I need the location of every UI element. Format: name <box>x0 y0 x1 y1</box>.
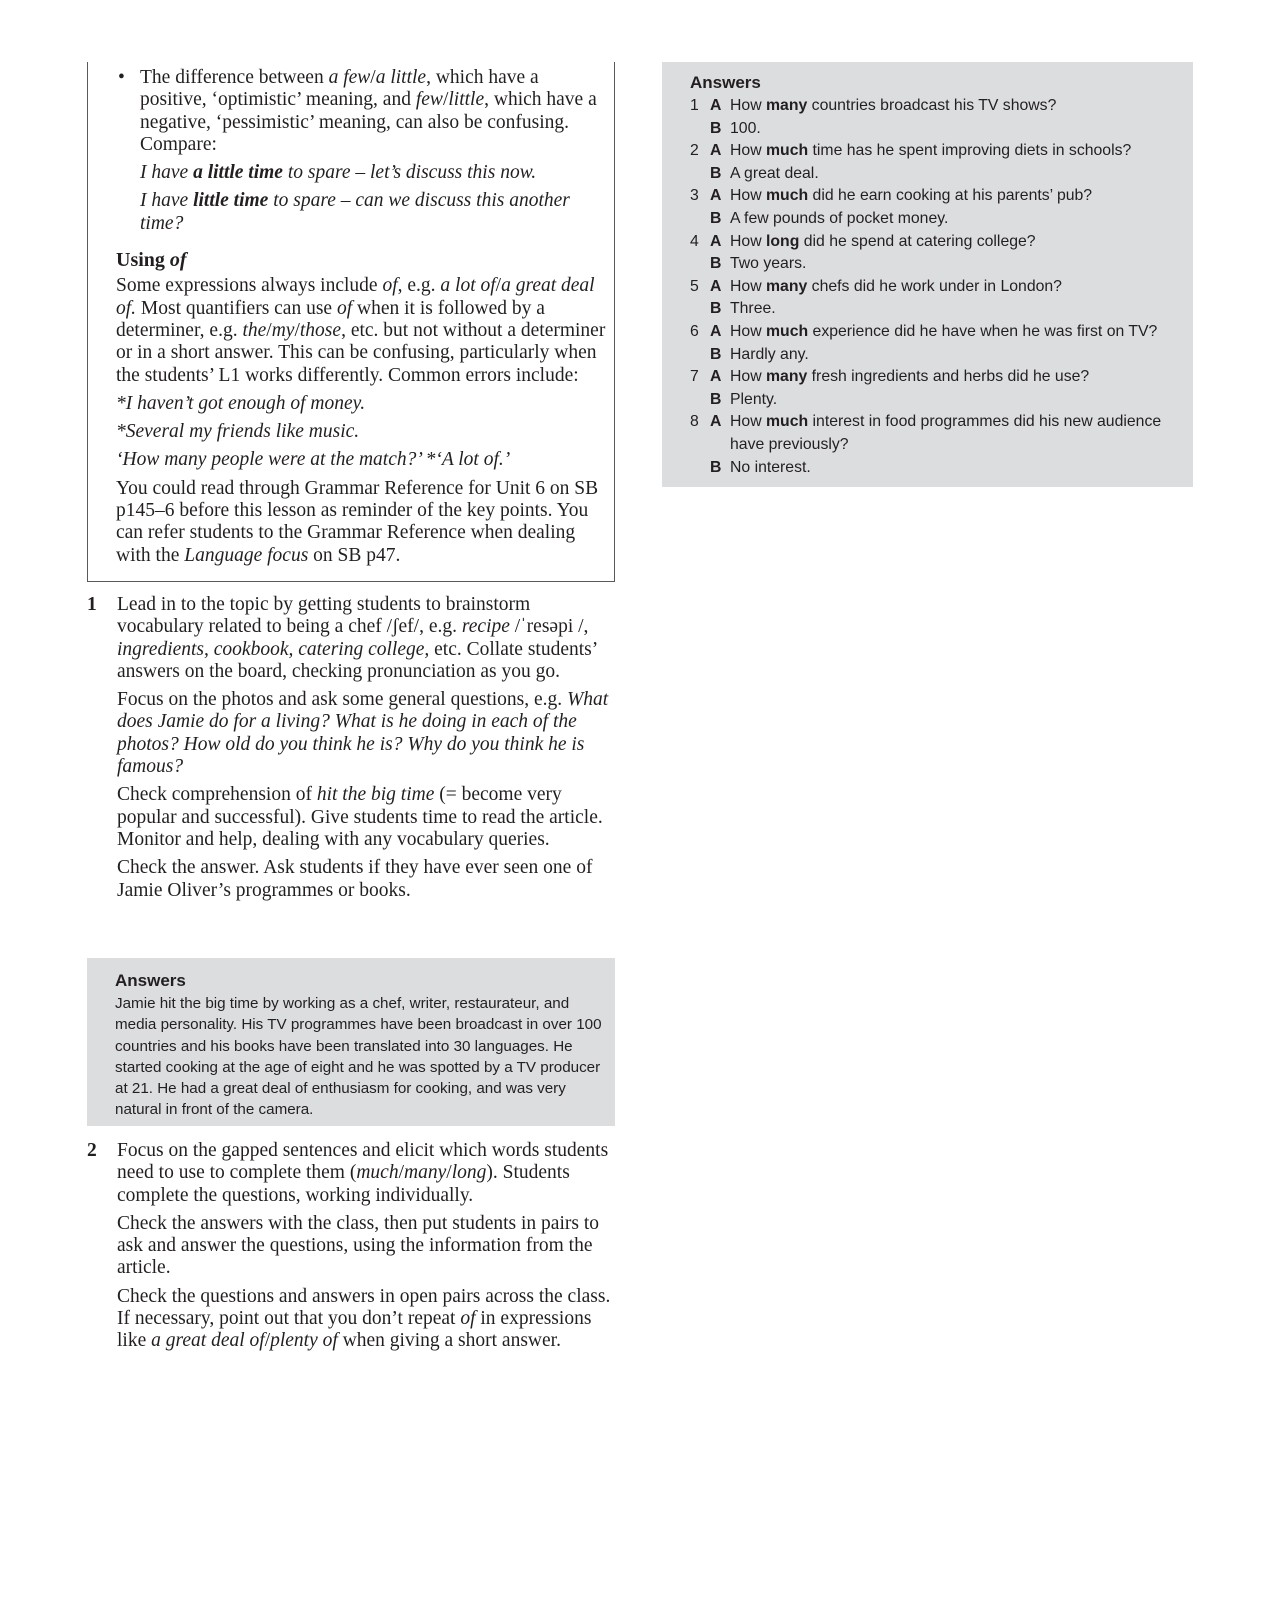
answer-label-b: B <box>710 390 722 408</box>
answers-list <box>690 95 1183 479</box>
answers-heading: Answers <box>690 73 761 92</box>
notes-bullet <box>116 67 606 241</box>
answer-question: How much interest in food programmes did his new audience have previously? <box>730 413 1162 453</box>
answer-label-a: A <box>710 97 722 114</box>
procedure-step-2 <box>87 1140 617 1359</box>
answer-response-row <box>690 253 1183 276</box>
answers-panel-step-1 <box>87 958 615 1126</box>
step-paragraph: Check the answer. Ask students if they have ever seen one of Jamie Oliver’s programmes or books. <box>117 857 593 901</box>
answer-label-b: B <box>710 458 722 476</box>
answer-question-row <box>690 140 1183 163</box>
teacher-notes-box <box>87 62 615 582</box>
answer-number: 2 <box>690 142 699 160</box>
common-error: *Several my friends like music. <box>116 421 360 443</box>
answer-response-row <box>690 457 1183 480</box>
answer-question-row <box>690 411 1183 456</box>
answer-label-b: B <box>710 255 722 273</box>
answer-number: 5 <box>690 277 699 295</box>
answer-number: 7 <box>690 368 699 386</box>
answers-heading: Answers <box>115 971 186 990</box>
step-paragraph: Check comprehension of hit the big time (= become very popular and successful). Give students time to read the article. Monitor and help, dealing with any vocabulary queries. <box>117 784 603 850</box>
step-paragraph: Focus on the gapped sentences and elicit which words students need to use to complete them (much/many/long). Students complete the questions, working individually. <box>117 1140 609 1206</box>
answer-response-row <box>690 208 1183 231</box>
answer-label-a: A <box>710 277 722 295</box>
answer-response: A few pounds of pocket money. <box>730 209 949 227</box>
step-paragraph: Check the answers with the class, then put students in pairs to ask and answer the questions, using the information from the article. <box>117 1212 599 1279</box>
answer-number: 1 <box>690 97 699 114</box>
answer-question: How much experience did he have when he was first on TV? <box>730 322 1158 340</box>
answer-question-row <box>690 276 1183 299</box>
answer-response-row <box>690 344 1183 367</box>
answer-label-b: B <box>710 300 722 318</box>
example-sentence: I have little time to spare – can we discuss this another time? <box>140 190 570 234</box>
answer-response-row <box>690 389 1183 412</box>
answer-response: Three. <box>730 300 776 318</box>
answer-number: 6 <box>690 322 699 340</box>
answer-label-b: B <box>710 209 722 227</box>
answer-label-a: A <box>710 322 722 340</box>
answer-number: 3 <box>690 187 699 205</box>
answer-number: 8 <box>690 413 699 431</box>
answer-response-row <box>690 118 1183 141</box>
answer-response-row <box>690 163 1183 186</box>
answers-panel-step-2 <box>662 62 1193 487</box>
step-paragraph: Focus on the photos and ask some general questions, e.g. What does Jamie do for a living? What is he doing in each of the photos? How old do you think he is? Why do you think he is famous? <box>117 689 609 778</box>
answer-response: No interest. <box>730 458 811 476</box>
bullet-icon: • <box>118 67 125 88</box>
step-paragraph: Check the questions and answers in open pairs across the class. If necessary, point out that you don’t repeat of in expressions like a great deal of/plenty of when giving a short answer. <box>117 1285 611 1352</box>
answer-label-b: B <box>710 119 722 137</box>
answer-question: How long did he spend at catering college? <box>730 232 1036 250</box>
step-paragraph: Lead in to the topic by getting students to brainstorm vocabulary related to being a chef /ʃef/, e.g. recipe /ˈresəpi /, ingredients, cookbook, catering college, etc. Collate students’ answers on the board, checking pronunciation as you go. <box>117 594 597 682</box>
answer-question: How many countries broadcast his TV shows? <box>730 97 1057 114</box>
common-error: *I haven’t got enough of money. <box>116 392 366 414</box>
answer-question-row <box>690 366 1183 389</box>
step-number: 2 <box>87 1140 97 1161</box>
answer-question-row <box>690 95 1183 118</box>
answer-label-b: B <box>710 164 722 182</box>
step-number: 1 <box>87 594 97 615</box>
answer-response: Plenty. <box>730 390 778 408</box>
answer-response-row <box>690 298 1183 321</box>
answer-question-row <box>690 321 1183 344</box>
answer-label-a: A <box>710 142 722 160</box>
answer-response: A great deal. <box>730 164 819 182</box>
answer-label-a: A <box>710 413 722 431</box>
answer-question: How much did he earn cooking at his parents’ pub? <box>730 187 1093 205</box>
common-error: ‘How many people were at the match?’ *‘A lot of.’ <box>116 449 511 471</box>
answer-label-a: A <box>710 187 722 205</box>
notes-paragraph: Some expressions always include of, e.g. a lot of/a great deal of. Most quantifiers can use of when it is followed by a determiner, e.g. the/my/those, etc. but not without a determiner or in a short answer. This can be confusing, particularly when the students’ L1 works differently. Common errors include: <box>116 275 606 386</box>
answer-label-b: B <box>710 345 722 363</box>
answer-response: 100. <box>730 119 761 137</box>
answers-text: Jamie hit the big time by working as a chef, writer, restaurateur, and media personality. His TV programmes have been broadcast in over 100 countries and his books have been translated into 30 languages. He started cooking at the age of eight and he was spotted by a TV producer at 21. He had a great deal of enthusiasm for cooking, and was very natural in front of the camera. <box>115 995 602 1119</box>
answer-question-row <box>690 231 1183 254</box>
section-heading: Using of <box>116 249 187 272</box>
example-sentence: I have a little time to spare – let’s discuss this now. <box>140 162 537 184</box>
answer-question: How many chefs did he work under in London? <box>730 277 1062 295</box>
answer-label-a: A <box>710 368 722 386</box>
notes-paragraph: You could read through Grammar Reference for Unit 6 on SB p145–6 before this lesson as reminder of the key points. You can refer students to the Grammar Reference when dealing with the Language focus on SB p47. <box>116 477 599 566</box>
answer-response: Hardly any. <box>730 345 809 363</box>
answer-label-a: A <box>710 232 722 250</box>
bullet-text: The difference between a few/a little, which have a positive, ‘optimistic’ meaning, and few/little, which have a negative, ‘pessimistic’ meaning, can also be confusing. Compare: <box>140 67 597 155</box>
answer-question: How many fresh ingredients and herbs did he use? <box>730 368 1090 386</box>
answer-response: Two years. <box>730 255 807 273</box>
answer-question: How much time has he spent improving diets in schools? <box>730 142 1132 160</box>
answer-question-row <box>690 185 1183 208</box>
answer-number: 4 <box>690 232 699 250</box>
procedure-step-1 <box>87 594 617 908</box>
